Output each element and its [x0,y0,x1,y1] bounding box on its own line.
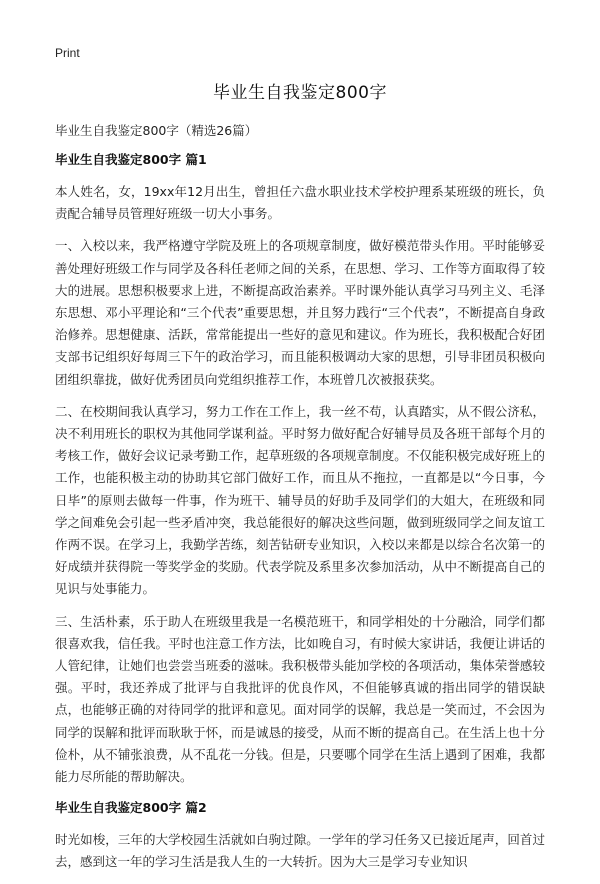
page-title: 毕业生自我鉴定800字 [213,83,387,103]
paragraph: 时光如梭，三年的大学校园生活就如白驹过隙。一学年的学习任务又已接近尾声，回首过去，感到这一年的学习生活是我人生的一大转折。因为大三是学习专业知识 [55,832,545,870]
section-heading: 毕业生自我鉴定800字 篇1 [55,152,207,167]
paragraph: 二、在校期间我认真学习，努力工作在工作上，我一丝不苟，认真踏实，从不假公济私，决不利用班长的职权为其他同学谋利益。平时努力做好配合好辅导员及各班干部每个月的考核工作，做好会议记录考勤工作，起草班级的各项规章制度。不仅能积极完成好班上的工作，也能积极主动的协助其它部门做好工作，而且从不拖拉，一直都是以“今日事，今日毕”的原则去做每一件事，作为班干、辅导员的好助手及同学们的大姐大，在班级和同学之间难免会引起一些矛盾冲突，我总能很好的解决这些问题，做到班级同学之间友谊工作两不误。在学习上，我勤学苦练，刻苦钻研专业知识，入校以来都是以综合名次第一的好成绩并获得院一等奖学金的奖励。代表学院及系里多次参加活动，从中不断提高自己的见识与处事能力。 [55,403,545,597]
section-1 [55,150,545,788]
article-content [55,150,545,884]
section-heading: 毕业生自我鉴定800字 篇2 [55,800,207,816]
article-subtitle: 毕业生自我鉴定800字（精选26篇） [55,123,258,138]
paragraph: 三、生活朴素，乐于助人在班级里我是一名模范班干，和同学相处的十分融洽，同学们都很喜欢我，信任我。平时也注意工作方法，比如晚自习，有时候大家讲话，我便让讲话的人管纪律，让她们也尝尝当班委的滋味。我积极带头能加学校的各项活动，集体荣誉感较强。平时，我还养成了批评与自我批评的优良作风，不但能够真诚的指出同学的错误缺点，也能够正确的对待同学的批评和意见。面对同学的误解，我总是一笑而过，不会因为同学的误解和批评而耿耿于怀，而是诚恳的接受，从而不断的提高自己。在生活上也十分俭朴，从不铺张浪费，从不乱花一分钱。但是，只要哪个同学在生活上遇到了困难，我都能力尽所能的帮助解决。 [55,613,545,785]
section-2 [55,798,545,873]
paragraph: 本人姓名，女，19xx年12月出生，曾担任六盘水职业技术学校护理系某班级的班长，负责配合辅导员管理好班级一切大小事务。 [55,184,545,222]
print-link[interactable]: Print [55,46,80,60]
paragraph: 一、入校以来，我严格遵守学院及班上的各项规章制度，做好模范带头作用。平时能够妥善处理好班级工作与同学及各科任老师之间的关系，在思想、学习、工作等方面取得了较大的进展。思想积极要求上进，不断提高政治素养。平时课外能认真学习马列主义、毛泽东思想、邓小平理论和“三个代表”重要思想，并且努力践行“三个代表”，不断提高自身政治修养。思想健康、活跃，常常能提出一些好的意见和建议。作为班长，我积极配合好团支部书记组织好每周三下午的政治学习，而且能积极调动大家的思想，引导非团员积极向团组织靠拢，做好优秀团员向党组织推荐工作，本班曾几次被报获奖。 [55,238,545,387]
